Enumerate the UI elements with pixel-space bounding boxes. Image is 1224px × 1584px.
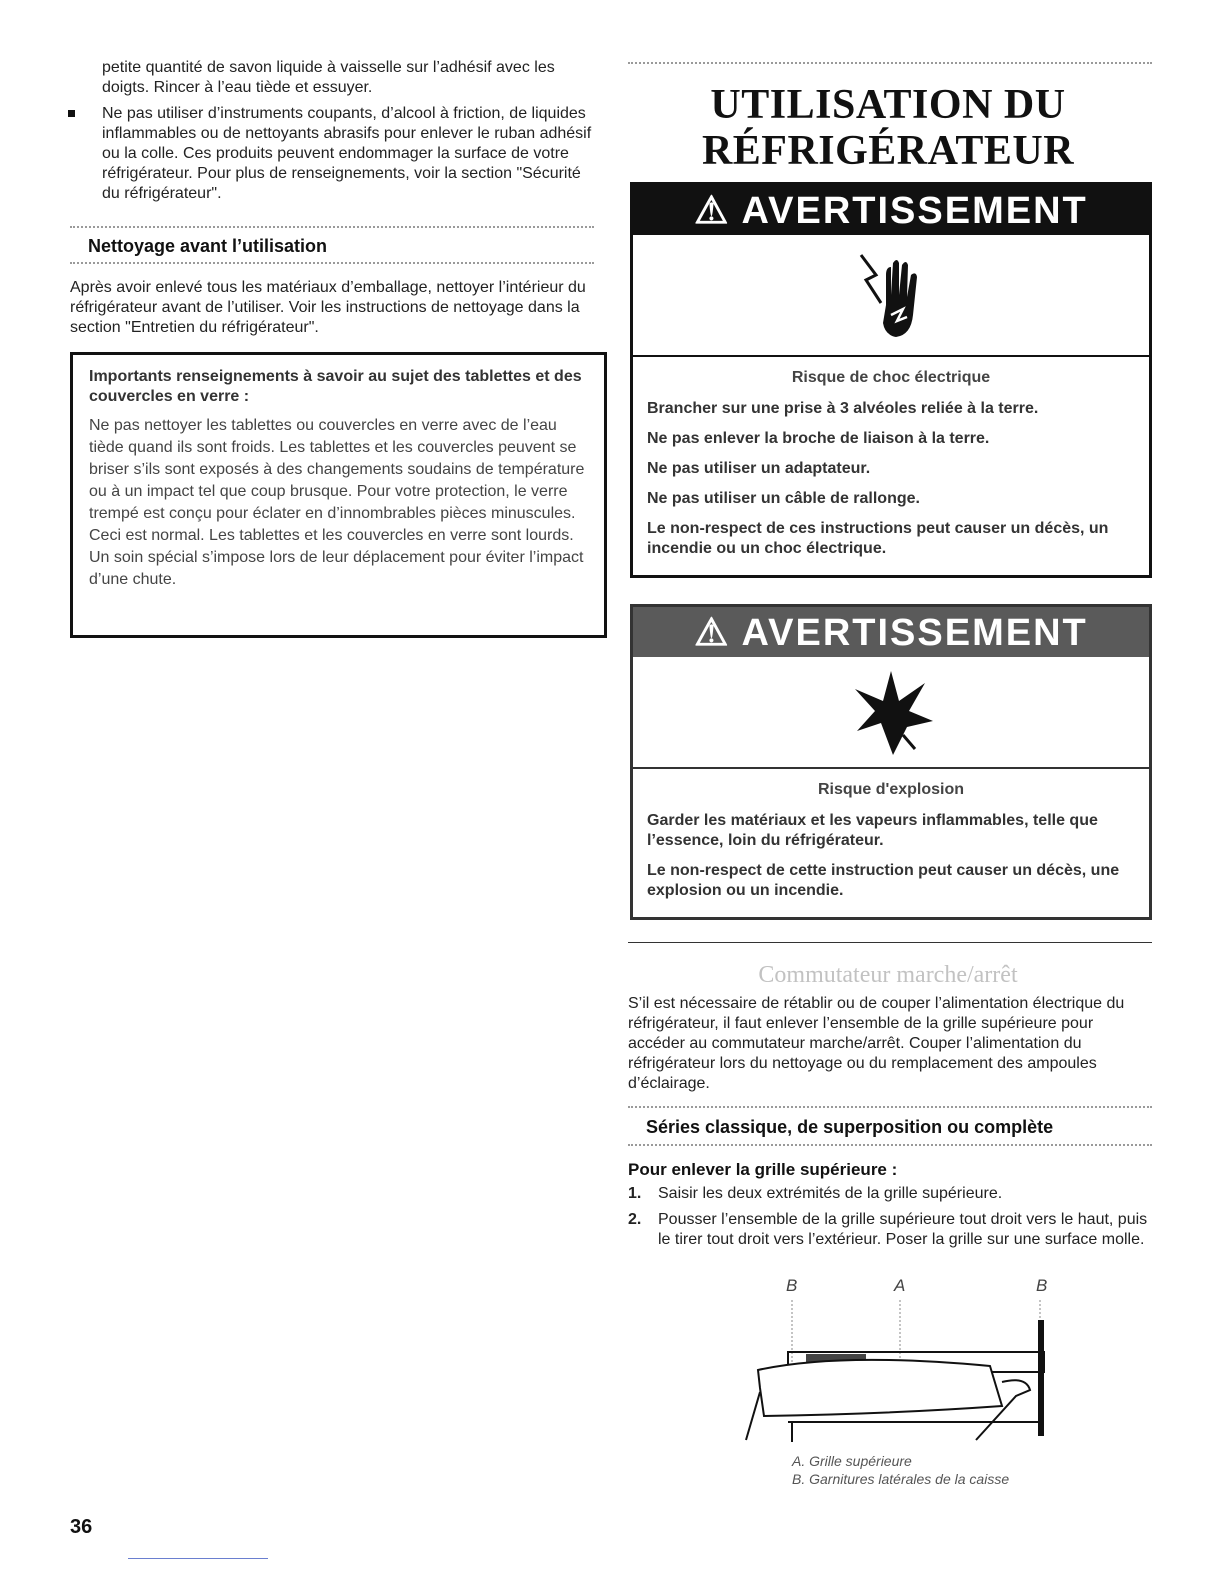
section-rule-top	[70, 226, 594, 228]
series-rule-bottom	[628, 1144, 1152, 1146]
warning-electric-banner-text: AVERTISSEMENT	[741, 190, 1088, 232]
warning-electric-line: Brancher sur une prise à 3 alvéoles reliée à la terre.	[647, 400, 1039, 417]
warning-electric-risk: Risque de choc électrique	[791, 369, 991, 386]
bullet-item	[102, 104, 592, 204]
warning-explosion-risk: Risque d'explosion	[817, 781, 965, 798]
footer-rule	[128, 1558, 268, 1559]
explosion-hazard-area	[633, 657, 1149, 769]
figure-label-b-right: B	[1036, 1276, 1048, 1295]
warning-electric-line: Ne pas enlever la broche de liaison à la terre.	[647, 430, 990, 447]
grille-figure	[740, 1276, 1060, 1456]
explosion-icon	[843, 665, 943, 761]
glass-info-title: Importants renseignements à savoir au sujet des tablettes et des couvercles en verre :	[89, 368, 582, 405]
warning-triangle-icon: ⚠	[694, 612, 731, 654]
electric-shock-hand-icon	[841, 245, 941, 345]
page-title	[628, 82, 1148, 174]
electric-hazard-area	[633, 235, 1149, 357]
section-body-nettoyage: Après avoir enlevé tous les matériaux d’emballage, nettoyer l’intérieur du réfrigérateur avant de l’utiliser. Voir les instructions de nettoyage dans la section "Entretien du réfrigérateur".	[70, 279, 586, 336]
title-rule	[628, 62, 1152, 64]
figure-label-b-left: B	[786, 1276, 798, 1295]
warning-electric-line: Ne pas utiliser un adaptateur.	[647, 460, 871, 477]
figure-caption-a: A. Grille supérieure	[792, 1453, 912, 1469]
bullet-text: Ne pas utiliser d’instruments coupants, d’alcool à friction, de liquides inflammables ou de nettoyants abrasifs pour enlever le ruban adhésif ou la colle. Ces produits peuvent endommager la surface de votre réfrigérateur. Pour plus de renseignements, voir la section "Sécurité du réfrigérateur".	[102, 105, 592, 202]
section-title-nettoyage: Nettoyage avant l’utilisation	[88, 236, 328, 256]
warning-explosion-line: Le non-respect de cette instruction peut causer un décès, une explosion ou un incendie.	[647, 862, 1120, 899]
series-title: Séries classique, de superposition ou complète	[646, 1117, 1054, 1137]
step-number: 1.	[628, 1185, 642, 1202]
switch-body: S’il est nécessaire de rétablir ou de couper l’alimentation électrique du réfrigérateur, il faut enlever l’ensemble de la grille supérieure pour accéder au commutateur marche/arrêt. Couper l’alimentation du réfrigérateur lors du nettoyage ou du remplacement des ampoules d’éclairage.	[628, 995, 1125, 1092]
switch-section-rule	[628, 942, 1152, 943]
intro-continuation-text: petite quantité de savon liquide à vaisselle sur l’adhésif avec les doigts. Rincer à l’eau tiède et essuyer.	[102, 59, 555, 96]
glass-info-body: Ne pas nettoyer les tablettes ou couvercles en verre avec de l’eau tiède quand ils sont froids. Les tablettes et les couvercles peuvent se briser s’ils sont exposés à des changements soudains de température ou à un impact tel que coup brusque. Pour votre protection, le verre trempé est conçu pour éclater en d’innombrables pièces minuscules. Ceci est normal. Les tablettes et les couvercles en verre sont lourds. Un soin spécial s’impose lors de leur déplacement pour éviter l’impact d’une chute.	[89, 417, 585, 588]
page-number: 36	[70, 1516, 93, 1538]
glass-info-box	[70, 352, 607, 638]
figure-caption	[792, 1452, 1009, 1488]
step-text: Saisir les deux extrémités de la grille supérieure.	[658, 1185, 1003, 1202]
series-rule-top	[628, 1106, 1152, 1108]
warning-explosion-banner-text: AVERTISSEMENT	[741, 612, 1088, 654]
warning-electric-banner	[633, 185, 1149, 235]
section-rule-bottom	[70, 262, 594, 264]
warning-electric-line: Le non-respect de ces instructions peut causer un décès, un incendie ou un choc électrique.	[647, 520, 1109, 557]
grille-illustration	[740, 1296, 1060, 1456]
remove-steps-list	[628, 1184, 1148, 1256]
warning-electric-text	[647, 369, 1135, 569]
step-number: 2.	[628, 1211, 642, 1228]
warning-explosion-line: Garder les matériaux et les vapeurs inflammables, telle que l’essence, loin du réfrigérateur.	[647, 812, 1098, 849]
figure-label-a: A	[894, 1276, 906, 1295]
warning-triangle-icon: ⚠	[694, 190, 731, 232]
step-text: Pousser l’ensemble de la grille supérieure tout droit vers le haut, puis le tirer tout droit vers l’extérieur. Poser la grille sur une surface molle.	[658, 1211, 1148, 1248]
step-item	[628, 1184, 1148, 1204]
warning-explosion-text	[647, 781, 1135, 911]
bullet-square-icon	[68, 110, 75, 117]
warning-electric-line: Ne pas utiliser un câble de rallonge.	[647, 490, 920, 507]
left-intro-block	[102, 58, 592, 204]
warning-electric-box	[630, 182, 1152, 578]
figure-caption-b: B. Garnitures latérales de la caisse	[792, 1471, 1010, 1487]
page-title-line1: UTILISATION DU	[710, 82, 1066, 128]
switch-heading: Commutateur marche/arrêt	[758, 962, 1018, 988]
warning-explosion-box	[630, 604, 1152, 920]
remove-grille-title: Pour enlever la grille supérieure :	[628, 1160, 898, 1179]
step-item	[628, 1210, 1148, 1250]
warning-explosion-banner	[633, 607, 1149, 657]
page-title-line2: RÉFRIGÉRATEUR	[701, 128, 1075, 174]
